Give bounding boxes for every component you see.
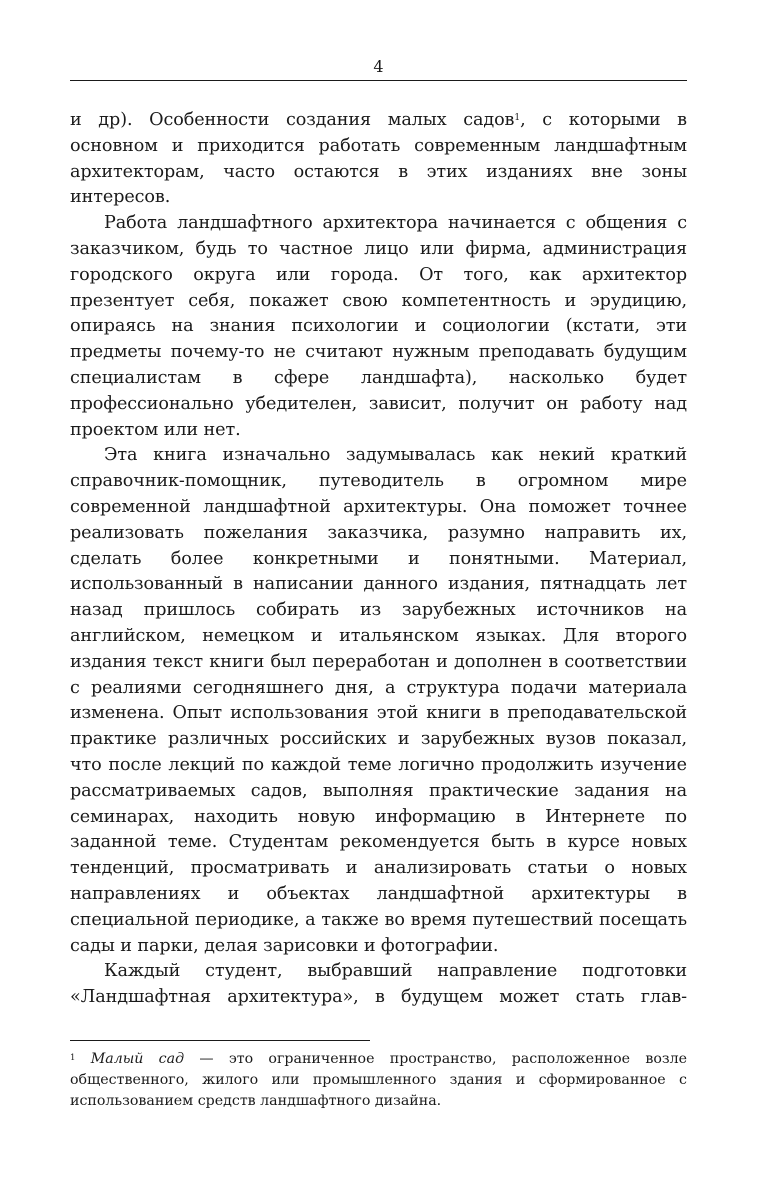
header-divider xyxy=(70,80,687,81)
paragraph-1-start: и др). Особенности создания малых садов xyxy=(70,110,515,130)
paragraph-3: Эта книга изначально задумывалась как некий краткий справочник-помощник, путеводитель в огромном мире современной ландшафтной архитектуры. Она поможет точнее реализовать пожелания заказчика, разумно направить их, сделать более конкретными и понятными. Материал, использованный в написании данного издания, пятнадцать лет назад пришлось собирать из зарубежных источников на английском, немецком и итальянском языках. Для второго издания текст книги был переработан и дополнен в соответствии с реалиями сегодняшнего дня, а структура подачи материала изменена. Опыт использования этой книги в преподавательской практике различных российских и зарубежных вузов показал, что после лекций по каждой теме логично продолжить изучение рассматриваемых садов, выполняя практические задания на семинарах, находить новую информацию в Интернете по заданной теме. Студентам рекомендуется быть в курсе новых тенденций, просматривать и анализировать статьи о новых направлениях и объектах ландшафтной архитектуры в специальной периодике, а также во время путешествий посещать сады и парки, делая зарисовки и фотографии. xyxy=(70,445,687,956)
footnote-divider xyxy=(70,1040,370,1041)
footnote-reference[interactable]: 1 xyxy=(514,113,521,123)
footnote xyxy=(70,1049,687,1112)
footnote-definition: — это ограниченное пространство, расположенное возле общественного, жилого или промышленного здания и сформированное с использованием средств ландшафтного дизайна. xyxy=(70,1051,688,1109)
paragraph-1 xyxy=(70,108,687,211)
footnote-number: 1 xyxy=(70,1053,76,1063)
footnote-term: Малый сад xyxy=(90,1051,185,1067)
main-text xyxy=(70,108,687,1011)
page-number: 4 xyxy=(373,57,384,76)
paragraph-1-end: , с которыми в основном и приходится работать современным ландшафтным архитекторам, часто остаются в этих изданиях вне зоны интересов. xyxy=(70,110,687,208)
paragraph-4: Каждый студент, выбравший направление подготовки «Ландшафтная архитектура», в будущем может стать глав- xyxy=(70,961,687,1008)
paragraph-2: Работа ландшафтного архитектора начинается с общения с заказчиком, будь то частное лицо или фирма, администрация городского округа или города. От того, как архитектор презентует себя, покажет свою компетентность и эрудицию, опираясь на знания психологии и социологии (кстати, эти предметы почему-то не считают нужным преподавать будущим специалистам в сфере ландшафта), насколько будет профессионально убедителен, зависит, получит он работу над проектом или нет. xyxy=(70,213,687,440)
